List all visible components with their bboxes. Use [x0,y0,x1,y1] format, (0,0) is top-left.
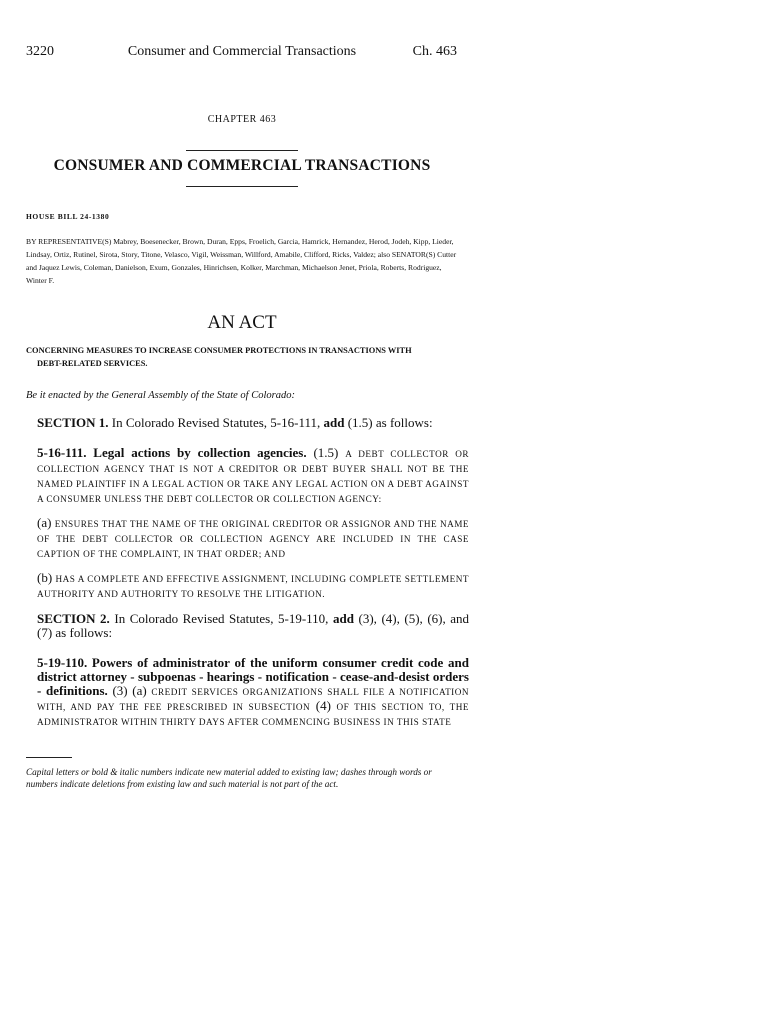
title-rule-bottom [186,186,298,187]
statute-5-16-111-heading: 5-16-111. Legal actions by collection agencies. [37,445,307,460]
paragraph-b [26,571,469,601]
chapter-label: CHAPTER 463 [207,114,277,125]
concerning-line-1: CONCERNING MEASURES TO INCREASE CONSUMER PROTECTIONS IN TRANSACTIONS WITH [26,346,412,355]
section-2-intro [26,612,469,640]
enacting-clause: Be it enacted by the General Assembly of the State of Colorado: [26,390,295,401]
paragraph-a-label: (a) [37,515,52,530]
statute-5-19-110-text-2: OF THIS SECTION TO, THE ADMINISTRATOR WITHIN THIRTY DAYS AFTER COMMENCING BUSINESS IN THIS STATE [37,702,469,727]
chapter-title: CONSUMER AND COMMERCIAL TRANSACTIONS [53,157,431,174]
bill-sponsors: BY REPRESENTATIVE(S) Mabrey, Boesenecker, Brown, Duran, Epps, Froelich, Garcia, Hamrick, Hernandez, Herod, Jodeh, Kipp, Lieder, Lindsay, Ortiz, Rutinel, Sirota, Story, Titone, Velasco, Vigil, Weissman, Willford, Amabile, Clifford, Ricks, Valdez; also SENATOR(S) Cutter and Jaquez Lewis, Coleman, Danielson, Exum, Gonzales, Hinrichsen, Kolker, Marchman, Michaelson Jenet, Priola, Roberts, Rodriguez, Winter F. [26,237,457,285]
paragraph-a-text: ENSURES THAT THE NAME OF THE ORIGINAL CREDITOR OR ASSIGNOR AND THE NAME OF THE DEBT COLLECTOR OR COLLECTION AGENCY ARE INCLUDED IN THE CASE CAPTION OF THE COMPLAINT, IN THAT ORDER; AND [37,519,470,559]
statute-5-19-110-subsection: (3) (a) [112,683,147,698]
section-1-add: add [323,415,345,430]
bill-number: HOUSE BILL 24-1380 [26,212,110,221]
act-title: AN ACT [207,312,277,333]
statute-5-19-110-heading: 5-19-110. Powers of administrator of the uniform consumer credit code and district attorney - subpoenas - hearings - notification - cease-and-desist orders - definitions. [37,655,469,698]
statute-5-19-110-text-1: CREDIT SERVICES ORGANIZATIONS SHALL FILE A NOTIFICATION WITH, AND PAY THE FEE PRESCRIBED IN SUBSECTION [37,687,470,712]
section-2-tail: (3), (4), (5), (6), and (7) as follows: [37,611,470,640]
section-1-heading: SECTION 1. [37,415,109,430]
section-1-intro [26,416,469,430]
statute-5-16-111-text: A DEBT COLLECTOR OR COLLECTION AGENCY THAT IS NOT A CREDITOR OR DEBT BUYER SHALL NOT BE THE NAMED PLAINTIFF IN A LEGAL ACTION OR TAKE ANY LEGAL ACTION ON A DEBT AGAINST A CONSUMER UNLESS THE DEBT COLLECTOR OR COLLECTION AGENCY: [37,449,470,504]
act-concerning-clause [26,344,458,370]
page-number: 3220 [26,44,54,59]
section-2-heading: SECTION 2. [37,611,110,626]
section-1-intro-text: In Colorado Revised Statutes, 5-16-111, [111,415,321,430]
title-rule-top [186,150,298,151]
paragraph-a [26,516,469,561]
section-2-statute [26,656,469,729]
chapter-reference: Ch. 463 [412,44,457,59]
footnote: Capital letters or bold & italic numbers indicate new material added to existing law; dashes through words or numbers indicate deletions from existing law and such material is not part of the act. [26,767,432,789]
section-1-tail: (1.5) as follows: [347,415,433,430]
section-1-statute [26,446,469,506]
running-title: Consumer and Commercial Transactions [127,44,357,59]
paragraph-b-label: (b) [37,570,53,585]
statute-5-16-111-subsection: (1.5) [313,445,339,460]
section-2-add: add [332,611,354,626]
concerning-line-2: DEBT-RELATED SERVICES. [37,359,148,368]
statute-5-19-110-ref: (4) [315,698,331,713]
paragraph-b-text: HAS A COMPLETE AND EFFECTIVE ASSIGNMENT, INCLUDING COMPLETE SETTLEMENT AUTHORITY AND AUTHORITY TO RESOLVE THE LITIGATION. [37,574,470,599]
section-2-intro-text: In Colorado Revised Statutes, 5-19-110, [114,611,329,626]
footnote-rule [26,757,72,758]
